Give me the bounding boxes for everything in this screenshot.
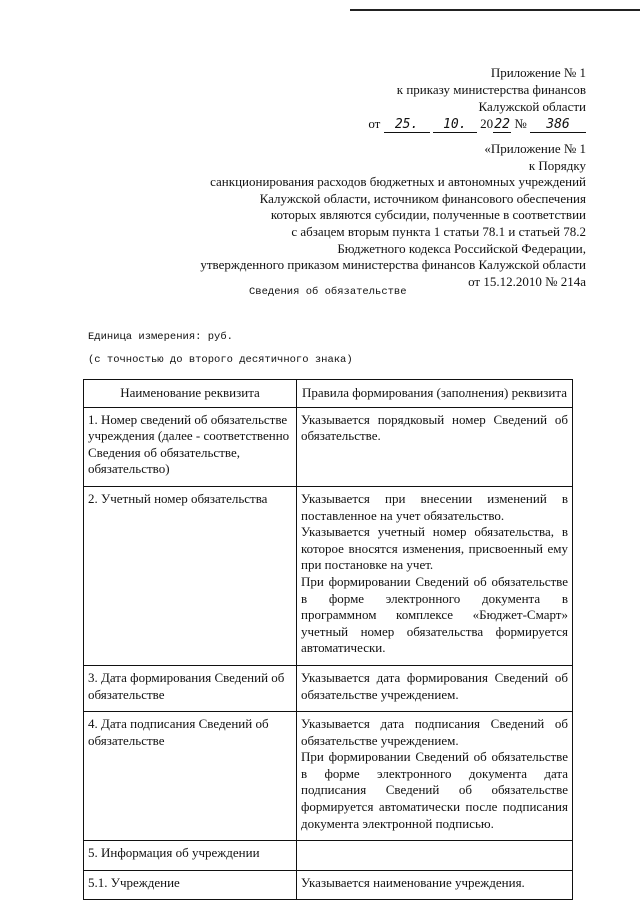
appendix-line: от 15.12.2010 № 214а	[468, 273, 586, 289]
unit-line: Единица измерения: руб.	[88, 331, 233, 343]
rule-paragraph: Указывается учетный номер обязательства, в которое вносятся изменения, присвоенный ему при постановке на учет.	[301, 524, 568, 573]
table-row	[84, 407, 573, 486]
handwritten-month: 10.	[433, 118, 477, 133]
requisite-rules	[297, 486, 573, 665]
rule-paragraph: Указывается наименование учреждения.	[301, 874, 525, 890]
table-row	[84, 486, 573, 665]
document-title: Сведения об обязательстве	[249, 286, 407, 298]
rule-paragraph: При формировании Сведений об обязательстве в форме электронного документа дата подписания Сведений об обязательстве формируется автоматически после подписания документа электронной подписью.	[301, 749, 568, 831]
rule-paragraph: Указывается дата подписания Сведений об обязательстве учреждением.	[301, 716, 568, 748]
requisite-rules	[297, 712, 573, 841]
number-label: №	[514, 116, 527, 131]
requisite-name: 2. Учетный номер обязательства	[84, 486, 297, 665]
header-line-3: Калужской области	[478, 99, 586, 114]
handwritten-number: 386	[530, 118, 586, 133]
handwritten-year: 22	[494, 117, 510, 132]
header-line-1: Приложение № 1	[490, 65, 586, 80]
appendix-line: Бюджетного кодекса Российской Федерации,	[337, 240, 586, 256]
rule-paragraph: При формировании Сведений об обязательстве в форме электронного документа в программном комплексе «Бюджет-Смарт» учетный номер обязательства формируется автоматически.	[301, 573, 568, 656]
appendix-line: к Порядку	[528, 157, 586, 173]
precision-line: (с точностью до второго десятичного знака)	[88, 354, 353, 366]
requisite-name: 4. Дата подписания Сведений об обязательстве	[84, 712, 297, 841]
requisite-name: 3. Дата формирования Сведений об обязательстве	[84, 665, 297, 711]
requisite-name: 5. Информация об учреждении	[84, 841, 297, 871]
appendix-line: утвержденного приказом министерства финансов Калужской области	[200, 257, 586, 273]
requisite-rules	[297, 665, 573, 711]
from-label: от	[368, 116, 381, 131]
header-date-line	[246, 115, 586, 133]
appendix-line: с абзацем вторым пункта 1 статьи 78.1 и статьей 78.2	[291, 223, 586, 239]
requisite-name: 5.1. Учреждение	[84, 870, 297, 900]
column-header-name: Наименование реквизита	[84, 380, 297, 408]
requisite-rules	[297, 407, 573, 486]
rule-paragraph: Указывается порядковый номер Сведений об обязательстве.	[301, 411, 568, 444]
table-header-row	[84, 380, 573, 408]
table-row	[84, 841, 573, 871]
rule-paragraph: Указывается при внесении изменений в поставленное на учет обязательство.	[301, 490, 568, 523]
appendix-line: «Приложение № 1	[484, 141, 586, 156]
appendix-block	[186, 141, 586, 290]
requisite-rules-empty	[297, 841, 573, 871]
rule-paragraph: Указывается дата формирования Сведений об обязательстве учреждением.	[301, 669, 568, 702]
requisites-table	[83, 379, 573, 900]
appendix-line: санкционирования расходов бюджетных и автономных учреждений	[210, 174, 586, 190]
year-prefix: 20	[480, 116, 494, 131]
order-header	[246, 64, 586, 133]
table-row	[84, 665, 573, 711]
scan-edge-line	[350, 9, 640, 11]
requisite-rules	[297, 870, 573, 900]
requisite-name: 1. Номер сведений об обязательстве учреждения (далее - соответственно Сведения об обязательстве, обязательство)	[84, 407, 297, 486]
column-header-rules: Правила формирования (заполнения) реквизита	[297, 380, 573, 408]
table-row	[84, 870, 573, 900]
header-line-2: к приказу министерства финансов	[396, 82, 586, 97]
appendix-line: Калужской области, источником финансового обеспечения	[259, 190, 586, 206]
appendix-line: которых являются субсидии, полученные в соответствии	[270, 207, 586, 223]
handwritten-day: 25.	[384, 118, 430, 133]
table-row	[84, 712, 573, 841]
